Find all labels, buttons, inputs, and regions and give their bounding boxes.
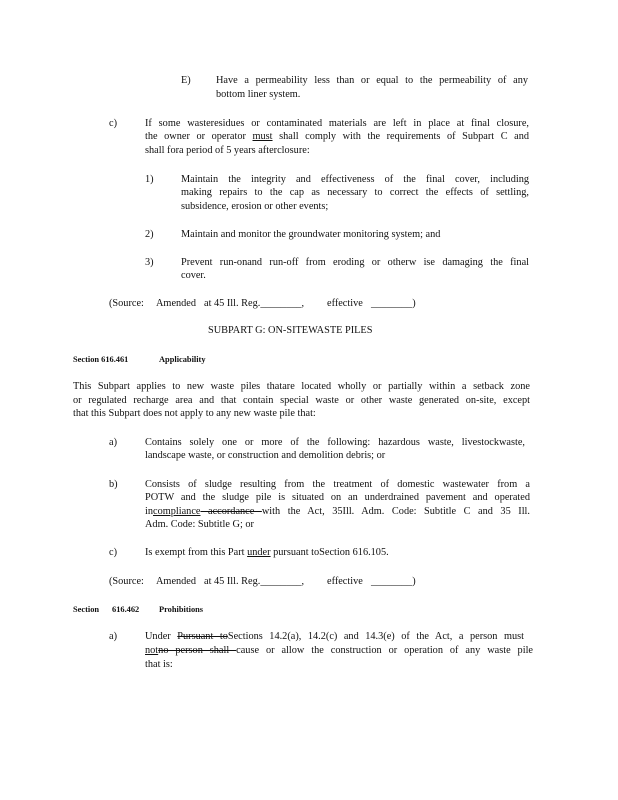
sub-item-3-label: 3) (145, 257, 154, 268)
item-b-461-line-3: incompliance accordance with the Act, 35Ill. Adm. Code: Subtitle C and 35 Ill. (145, 506, 530, 517)
source-2-reg: at 45 Ill. Reg.________, (204, 576, 305, 587)
item-c-461-label: c) (109, 547, 117, 558)
item-a-461-label: a) (109, 437, 117, 448)
item-a-461-line-2: landscape waste, or construction and demolition debris; or (145, 450, 386, 461)
subpart-title: SUBPART G: ON-SITEWASTE PILES (208, 325, 373, 336)
section-461-number: Section 616.461 (73, 355, 129, 364)
item-a-462-line-1: Under Pursuant toSections 14.2(a), 14.2(c) and 14.3(e) of the Act, a person must (145, 631, 525, 642)
sub-item-1-line-1: Maintain the integrity and effectiveness of the final cover, including (181, 174, 529, 185)
sub-item-2-line-1: Maintain and monitor the groundwater monitoring system; and (181, 229, 441, 240)
item-e-label: E) (181, 75, 191, 86)
item-a-462-line-2: notno person shall cause or allow the construction or operation of any waste pile (145, 645, 534, 656)
item-c-line-1: If some wasteresidues or contaminated materials are left in place at final closure, (145, 118, 529, 129)
item-e-line-1: Have a permeability less than or equal to the permeability of any (216, 75, 528, 86)
para-461-line-1: This Subpart applies to new waste piles thatare located wholly or partially within a setback zone (73, 381, 530, 392)
sub-item-1-label: 1) (145, 174, 154, 185)
item-c-line-2: the owner or operator must shall comply with the requirements of Subpart C and (145, 131, 530, 142)
item-e-line-2: bottom liner system. (216, 89, 301, 100)
source-1-date: ________) (371, 298, 416, 309)
source-1-label: (Source: (109, 298, 144, 309)
source-2-effective: effective (327, 576, 363, 587)
source-1-reg: at 45 Ill. Reg.________, (204, 298, 305, 309)
item-a-462-label: a) (109, 631, 117, 642)
item-b-461-line-1: Consists of sludge resulting from the treatment of domestic wastewater from a (145, 479, 530, 490)
item-c-461-line-1: Is exempt from this Part under pursuant toSection 616.105. (145, 547, 389, 558)
para-461-line-3: that this Subpart does not apply to any new waste pile that: (73, 408, 316, 419)
source-1-amended: Amended (156, 298, 197, 309)
section-462-number: 616.462 (112, 605, 140, 614)
sub-item-3-line-2: cover. (181, 270, 206, 281)
source-1-effective: effective (327, 298, 363, 309)
section-461-title: Applicability (159, 355, 206, 364)
source-2-date: ________) (371, 576, 416, 587)
source-2-amended: Amended (156, 576, 197, 587)
item-b-461-line-2: POTW and the sludge pile is situated on an underdrained pavement and operated (145, 492, 530, 503)
para-461-line-2: or regulated recharge area and that contain special waste or other waste generated on-site, except (73, 395, 530, 406)
section-462-title: Prohibitions (159, 605, 204, 614)
section-462-label: Section (73, 605, 100, 614)
item-b-461-line-4: Adm. Code: Subtitle G; or (145, 519, 254, 530)
source-2-label: (Source: (109, 576, 144, 587)
sub-item-3-line-1: Prevent run-onand run-off from eroding or otherw ise damaging the final (181, 257, 529, 268)
item-c-line-3: shall fora period of 5 years afterclosure: (145, 145, 310, 156)
item-b-461-label: b) (109, 479, 118, 490)
item-a-462-line-3: that is: (145, 659, 173, 670)
sub-item-1-line-3: subsidence, erosion or other events; (181, 201, 329, 212)
sub-item-1-line-2: making repairs to the cap as necessary to correct the effects of settling, (181, 187, 529, 198)
item-a-461-line-1: Contains solely one or more of the following: hazardous waste, livestockwaste, (145, 437, 525, 448)
sub-item-2-label: 2) (145, 229, 154, 240)
item-c-label: c) (109, 118, 117, 129)
